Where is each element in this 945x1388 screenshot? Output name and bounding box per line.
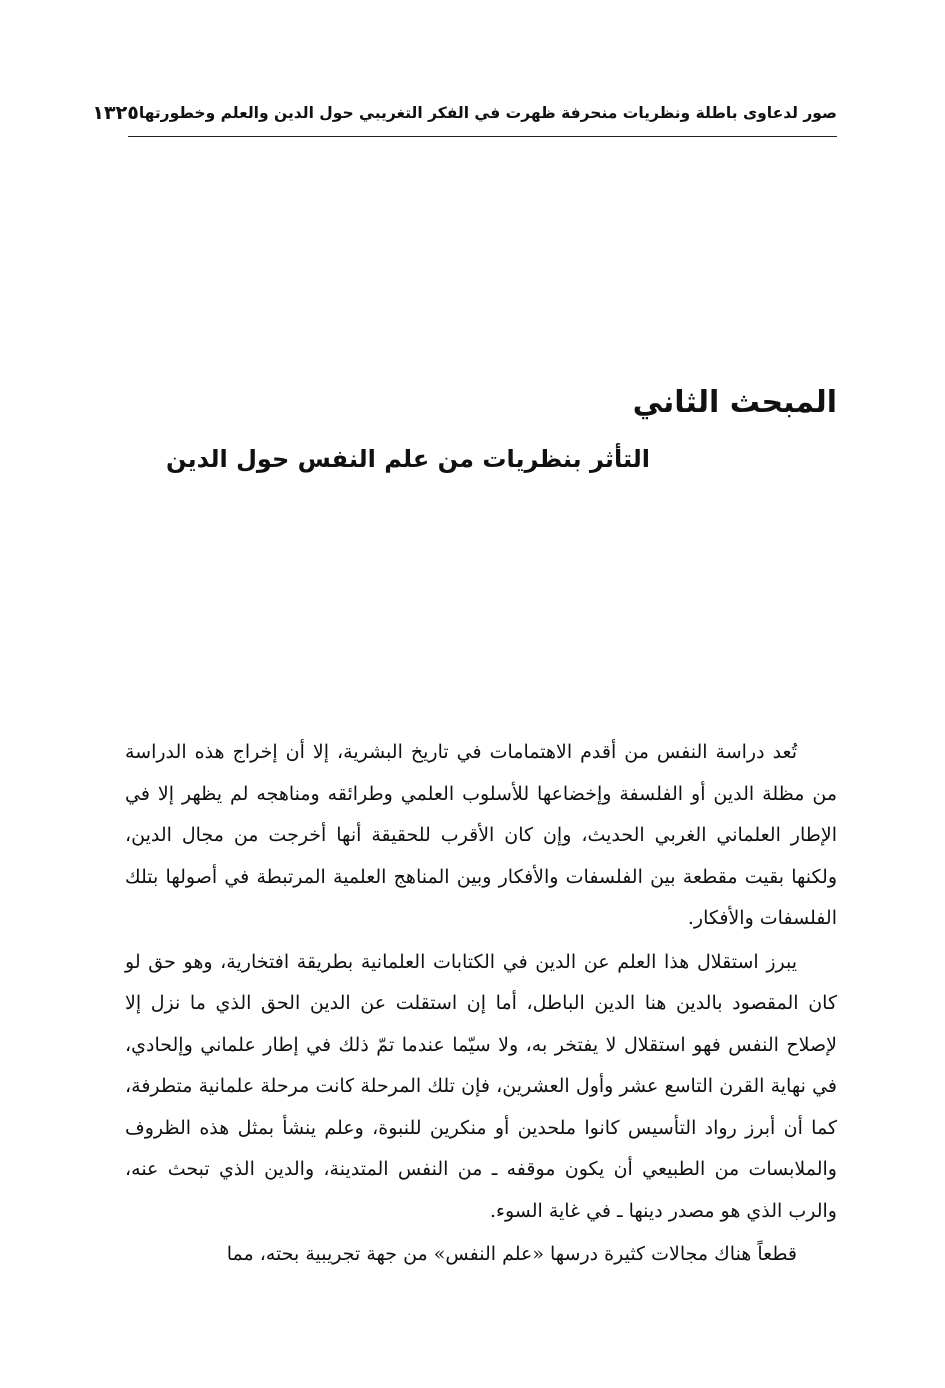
running-header <box>92 96 837 137</box>
body-text <box>125 732 837 1276</box>
page-number: ١٣٢٥ <box>92 102 139 124</box>
paragraph: قطعاً هناك مجالات كثيرة درسها «علم النفس» من جهة تجريبية بحته، مما <box>226 1243 797 1265</box>
paragraph: يبرز استقلال هذا العلم عن الدين في الكتابات العلمانية بطريقة افتخارية، وهو حق لو كان المقصود بالدين هنا الدين الباطل، أما إن استقلت عن الدين الحق الذي ما نزل إلا لإصلاح النفس فهو استقلال لا يفتخر به، ولا سيّما عندما تمّ ذلك في إطار علماني وإلحادي، في نهاية القرن التاسع عشر وأول العشرين، فإن تلك المرحلة كانت مرحلة علمانية متطرفة، كما أن أبرز رواد التأسيس كانوا ملحدين أو منكرين للنبوة، وعلم ينشأ بمثل هذه الظروف والملابسات من الطبيعي أن يكون موقفه ـ من النفس المتدينة، والدين الذي تبحث عنه، والرب الذي هو مصدر دينها ـ في غاية السوء. <box>125 950 837 1222</box>
section-subtitle: التأثر بنظريات من علم النفس حول الدين <box>166 445 650 473</box>
section-title: المبحث الثاني <box>632 385 837 420</box>
running-header-title: صور لدعاوى باطلة ونظريات منحرفة ظهرت في الفكر التغريبي حول الدين والعلم وخطورتها <box>138 104 837 122</box>
paragraph: تُعد دراسة النفس من أقدم الاهتمامات في تاريخ البشرية، إلا أن إخراج هذه الدراسة من مظلة الدين أو الفلسفة وإخضاعها للأسلوب العلمي وطرائقه ومناهجه لم يظهر إلا في الإطار العلماني الغربي الحديث، وإن كان الأقرب للحقيقة أنها أخرجت من مجال الدين، ولكنها بقيت مقطعة بين الفلسفات والأفكار وبين المناهج العلمية المرتبطة في أصولها بتلك الفلسفات والأفكار. <box>125 741 837 929</box>
